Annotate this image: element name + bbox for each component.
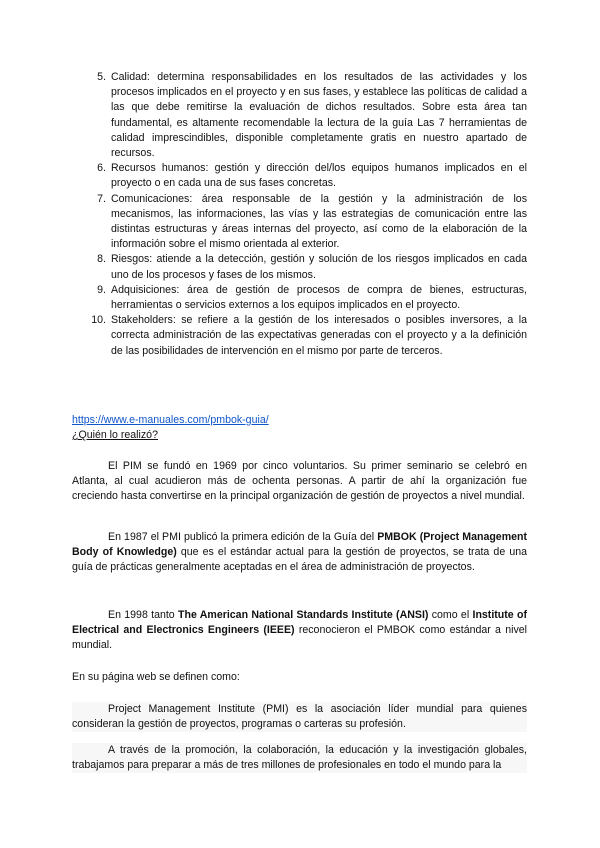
quote-definition <box>72 702 527 732</box>
paragraph-standards-text-1: En 1998 tanto <box>108 609 179 621</box>
list-number: 9. <box>97 283 106 296</box>
paragraph-pmbok-text-1: En 1987 el PMI publicó la primera edición de la Guía del <box>108 531 378 543</box>
list-item <box>97 283 527 313</box>
list-number: 8. <box>97 253 106 266</box>
list-item <box>97 192 527 253</box>
list-text: Comunicaciones: área responsable de la gestión y la administración de los mecanismos, las informaciones, las vías y las estrategias de comunicación entre las distintas estructuras y áreas internas del proyecto, así como de la elaboración de la información sobre el mismo orientada al exterior. <box>111 192 527 251</box>
paragraph-founding-text: El PIM se fundó en 1969 por cinco voluntarios. Su primer seminario se celebró en Atlanta, al cual acudieron más de ochenta personas. A partir de ahí la organización fue creciendo hasta convertirse en la principal organización de gestión de proyectos a nivel mundial. <box>72 460 527 503</box>
list-text: Calidad: determina responsabilidades en los resultados de las actividades y los procesos implicados en el proyecto y en sus fases, y establece las políticas de calidad a las que debe remitirse la evaluación de dichos resultados. Sobre esta área tan fundamental, es altamente recomendable la lectura de la guía Las 7 herramientas de calidad imprescindibles, disponible completamente gratis en nuestro apartado de recursos. <box>111 71 527 160</box>
ansi-bold-term: The American National Standards Institute (ANSI) <box>178 609 429 621</box>
paragraph-standards <box>72 608 527 654</box>
list-text: Adquisiciones: área de gestión de procesos de compra de bienes, estructuras, herramientas o servicios externos a los equipos implicados en el proyecto. <box>111 283 527 312</box>
paragraph-pmbok <box>72 530 527 576</box>
knowledge-areas-list <box>91 70 527 359</box>
paragraph-standards-text-2: como el <box>428 609 473 621</box>
list-text: Stakeholders: se refiere a la gestión de los interesados o posibles inversores, a la correcta administración de las expectativas generadas con el proyecto y a la definición de las posibilidades de intervención en el mismo por parte de terceros. <box>111 314 527 357</box>
paragraph-standards-text-3: reconocieron el PMBOK como estándar a nivel mundial. <box>72 624 528 652</box>
paragraph-pmbok-text-2: que es el estándar actual para la gestión de proyectos, se trata de una guía de prácticas generalmente aceptadas en el área de administración de proyectos. <box>72 546 527 574</box>
pmbok-bold-term: PMBOK (Project Management Body of Knowledge) <box>72 531 528 559</box>
source-link[interactable]: https://www.e-manuales.com/pmbok-guia/ <box>72 414 269 426</box>
section-heading: ¿Quién lo realizó? <box>72 429 158 441</box>
list-number: 5. <box>97 71 106 83</box>
list-text: Riesgos: atiende a la detección, gestión y solución de los riesgos implicados en cada uno de los procesos y fases de los mismos. <box>111 253 527 281</box>
quote-mission-text: A través de la promoción, la colaboración, la educación y la investigación globales, trabajamos para preparar a más de tres millones de profesionales en todo el mundo para la <box>72 744 527 772</box>
list-item <box>97 161 527 191</box>
list-item <box>97 70 527 161</box>
list-number: 7. <box>97 192 106 205</box>
list-item <box>97 252 527 282</box>
list-item <box>91 313 527 359</box>
paragraph-founding <box>72 459 527 505</box>
quote-definition-text: Project Management Institute (PMI) es la asociación líder mundial para quienes consideran la gestión de proyectos, programas o carteras su profesión. <box>72 703 527 731</box>
list-number: 10. <box>91 314 106 327</box>
list-number: 6. <box>97 162 106 175</box>
ieee-bold-term: Institute of Electrical and Electronics Engineers (IEEE) <box>72 609 527 637</box>
quote-mission <box>72 743 527 773</box>
paragraph-website-intro: En su página web se definen como: <box>72 671 240 683</box>
list-text: Recursos humanos: gestión y dirección del/los equipos humanos implicados en el proyecto o en cada una de sus fases concretas. <box>111 162 527 190</box>
